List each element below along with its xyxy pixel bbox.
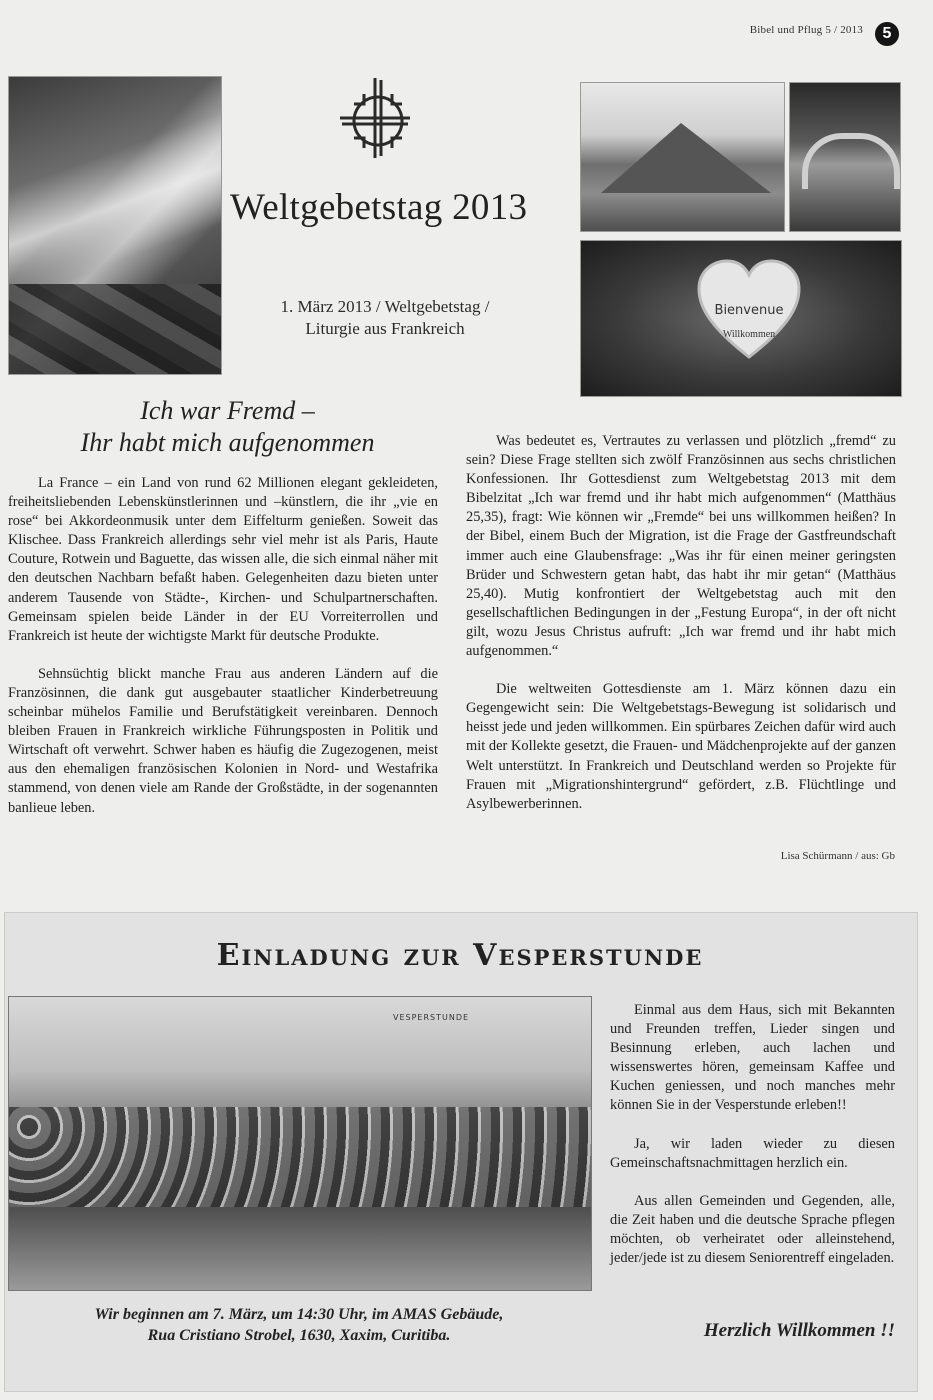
caption-line-1: Wir beginnen am 7. März, um 14:30 Uhr, im AMAS Gebäude, bbox=[94, 1306, 504, 1323]
mountain-photo bbox=[580, 82, 785, 232]
subtitle-line-2: Liturgie aus Frankreich bbox=[305, 319, 465, 338]
vesper-text bbox=[610, 1001, 895, 1268]
stones-photo bbox=[8, 76, 222, 375]
article-paragraph: La France – ein Land von rund 62 Millionen elegant gekleideten, freiheitsliebenden Lebenskünstlerinnen und –künstlern, die ihr „vie en rose“ bei Akkordeonmusik unter dem Eiffelturm genießen. Soweit das Klischee. Dass Frankreich allerdings sehr viel mehr ist als Paris, Haute Couture, Rotwein und Baguette, das wissen alle, die sich einmal näher mit den deutschen Nachbarn befaßt haben. Gelegenheiten dazu bieten unter anderem Tausende von Städte-, Kirchen- und Schulpartnerschaften. Gemeinsam spielen beide Länder in der EU Vorreiterrollen und Frankreich ist heute der wichtigste Markt für deutsche Produkte. bbox=[8, 475, 438, 644]
feature-subtitle bbox=[230, 296, 540, 340]
article-column-left bbox=[8, 474, 438, 818]
article-paragraph: Die weltweiten Gottesdienste am 1. März können dazu ein Gegengewicht sein: Die Weltgebetstags-Bewegung ist solidarisch und heisst jede und jeden willkommen. Ein spürbares Zeichen dafür wird auch mit der Kollekte gesetzt, die Frauen- und Mädchenprojekte auf der ganzen Welt unterstützt. In Frankreich und Deutschland werden so Projekte für Frauen mit „Migrationshintergrund“ gefördert, z.B. Flüchtlinge und Asylbewerberinnen. bbox=[466, 681, 896, 812]
heart-wreath-photo bbox=[580, 240, 902, 397]
running-head: Bibel und Pflug 5 / 2013 bbox=[749, 24, 863, 36]
vesper-paragraph: Einmal aus dem Haus, sich mit Bekannten und Freunden treffen, Lieder singen und Besinnung erleben, auch lachen und wissenswertes hören, gemeinsam Kaffee und Kuchen geniessen, und noch manches mehr können Sie in der Vesperstunde erleben!! bbox=[610, 1002, 895, 1114]
vesper-paragraph: Aus allen Gemeinden und Gegenden, alle, die Zeit haben und die deutsche Sprache pflegen möchten, ob verheiratet oder alleinstehend, jeder/jede ist zu diesem Seniorentreff eingeladen. bbox=[610, 1192, 895, 1267]
article-author: Lisa Schürmann / aus: Gb bbox=[780, 850, 895, 862]
vesper-title: Einladung zur Vesperstunde bbox=[216, 938, 704, 973]
bridge-photo bbox=[789, 82, 901, 232]
article-paragraph: Was bedeutet es, Vertrautes zu verlassen und plötzlich „fremd“ zu sein? Diese Frage stellten sich zwölf Französinnen aus sechs christlichen Konfessionen. Ihr Gottesdienst zum Weltgebetstag 2013 mit dem Bibelzitat „Ich war fremd und ihr habt mich aufgenommen“ (Matthäus 25,35), fragt: Wie können wir „Fremde“ bei uns willkommen heißen? In der Bibel, einem Buch der Migration, ist die Frage der Gastfreundschaft immer auch eine Glaubensfrage: „Was ihr für einen meiner geringsten Brüder und Schwestern getan habt, das habt ihr mir getan“ (Matthäus 25,40). Mutig konfrontiert der Weltgebetstag auch mit den gesellschaftlichen Bedingungen in der „Festung Europa“, in der oft nicht gilt, wozu Jesus Christus aufruft: „Ich war fremd und ihr habt mich aufgenommen.“ bbox=[466, 433, 896, 660]
heart-text-bienvenue: Bienvenue bbox=[714, 303, 784, 318]
article-paragraph: Sehnsüchtig blickt manche Frau aus anderen Ländern auf die Französinnen, die dank gut ausgebauter staatlicher Kinderbetreuung scheinbar mühelos Familie und Berufstätigkeit vereinbaren. Dennoch bleiben Frauen in Frankreich wirkliche Führungsposten in Politik und Wirtschaft oft verwehrt. Schwer haben es häufig die Zugezogenen, meist aus den ehemaligen französischen Kolonien in Nord- und Westafrika stammend, von denen viele am Rande der Großstädte, in der sogenannten banlieue leben. bbox=[8, 665, 438, 816]
heart-text-willkommen: Willkommen bbox=[722, 329, 776, 340]
vesper-closing: Herzlich Willkommen !! bbox=[703, 1320, 895, 1341]
vesper-paragraph: Ja, wir laden wieder zu diesen Gemeinschaftsnachmittagen herzlich ein. bbox=[610, 1135, 895, 1171]
feature-title: Weltgebetstag 2013 bbox=[230, 187, 528, 228]
headline-line-1: Ich war Fremd – bbox=[140, 396, 315, 425]
page-number-badge: 5 bbox=[875, 22, 899, 46]
article-column-right bbox=[466, 432, 896, 814]
hall-sign: VESPERSTUNDE bbox=[393, 1013, 470, 1022]
vesper-caption bbox=[8, 1304, 590, 1346]
headline-line-2: Ihr habt mich aufgenommen bbox=[80, 428, 375, 457]
hall-photo bbox=[8, 996, 592, 1291]
subtitle-line-1: 1. März 2013 / Weltgebetstag / bbox=[280, 297, 490, 316]
article-headline bbox=[40, 395, 415, 459]
ecumenical-cross-icon bbox=[334, 74, 416, 162]
caption-line-2: Rua Cristiano Strobel, 1630, Xaxim, Curitiba. bbox=[147, 1327, 451, 1344]
